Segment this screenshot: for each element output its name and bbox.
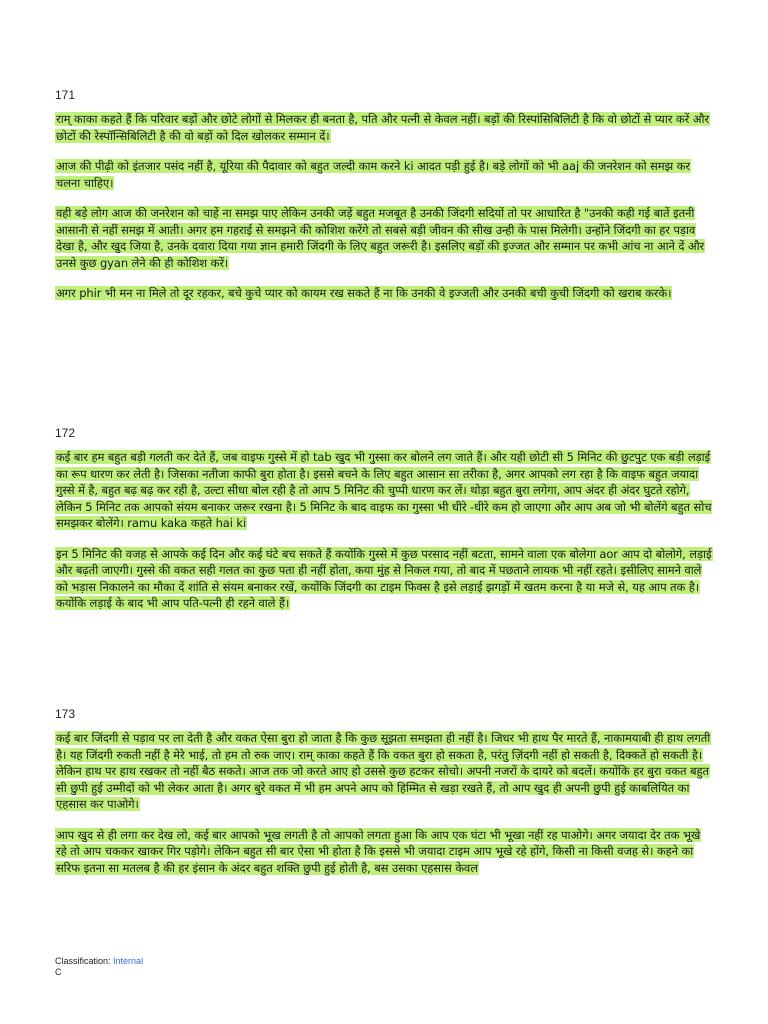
highlighted-text: आप खुद से ही लगा कर देख लो, कई बार आपको भूख लगती है तो आपको लगता हुआ कि आप एक घंटा भी भूखा नहीं रह पाओगे। अगर जयादा देर तक भूखे रहे तो आप चककर खाकर गिर पड़ोगे। लेकिन बहुत सी बार ऐसा भी होता है कि इससे भी जयादा टाइम आप भूखे रहे होंगे, किसी ना किसी वजह से। कहने का सरिफ इतना सा मतलब है की हर इंसान के अंदर बहुत शक्ति छुपी हुई होती है, बस उसका एहसास केवल [56, 827, 701, 875]
highlighted-text: कई बार हम बहुत बड़ी गलती कर देते हैं, जब वाइफ गुस्से में हो tab खुद भी गुस्सा कर बोलने लग जाते हैं। और यही छोटी सी 5 मिनिट की छुटपुट एक बड़ी लड़ाई का रूप धारण कर लेती है। जिसका नतीजा काफी बुरा होता है। इससे बचने के लिए बहुत आसान सा तरीका है, अगर आपको लग रहा है कि वाइफ बहुत जयादा गुस्से में है, बहुत बढ़ बढ़ कर रही है, उल्टा सीधा बोल रही है तो आप 5 मिनिट की चुप्पी धारण कर लें। थोड़ा बहुत बुरा लगेगा, आप अंदर ही अंदर घुटते रहोगे, लेकिन 5 मिनिट तक आपको संयम बनाकर जरूर रखना है। 5 मिनिट के बाद वाइफ का गुस्सा भी धीरे -धीरे कम हो जाएगा और आप अब जो भी बोलेंगे बहुत सोच समझकर बोलेंगे। ramu kaka कहते hai ki [56, 450, 712, 530]
highlighted-text: वही बड़े लोग आज की जनरेशन को चाहें ना समझ पाए लेकिन उनकी जड़ें बहुत मजबूत है उनकी जिंदगी सदियों तो पर आधारित है "उनकी कही गई बातें इतनी आसानी से नहीं समझ में आती। अगर हम गहराई से समझने की कोशिश करेंगे तो सबसे बड़ी जीवन की सीख उन्ही के पास मिलेगी। उन्होंने जिंदगी का हर पड़ाव देखा है, और खुद जिया है, उनके दवारा दिया गया ज्ञान हमारी जिंदगी के लिए बहुत जरूरी है। इसलिए बड़ों की इज्जत और सम्मान पर कभी आंच ना आने दें और उनसे कुछ gyan लेने की ही कोशिश करें। [56, 206, 705, 270]
section-173 [55, 707, 713, 890]
section-number: 172 [55, 426, 76, 440]
paragraph [55, 449, 713, 532]
paragraph [55, 285, 713, 302]
highlighted-text: अगर phir भी मन ना मिले तो दूर रहकर, बचे कुचे प्यार को कायम रख सकते हैं ना कि उनकी वे इज्जती और उनकी बची कुची जिंदगी को खराब करके। [56, 286, 672, 300]
highlighted-text: आज की पीढ़ी को इंतजार पसंद नहीं है, यूरिया की पैदावार को बहुत जल्दी काम करने ki आदत पड़ी हुई है। बड़े लोगों को भी aaj की जनरेशन को समझ कर चलना चाहिए। [56, 159, 690, 190]
paragraph [55, 205, 713, 271]
paragraph [55, 546, 713, 612]
document-page [55, 0, 713, 1024]
classification-line [55, 956, 143, 967]
classification-footer [55, 956, 143, 978]
section-172 [55, 426, 713, 626]
classification-value: Internal [113, 956, 144, 966]
paragraph [55, 158, 713, 191]
highlighted-text: इन 5 मिनिट की वजह से आपके कई दिन और कई घंटे बच सकते हैं कयोंकि गुस्से में कुछ परसाद नहीं बटता, सामने वाला एक बोलेगा aor आप दो बोलोगे, लड़ाई और बढ़ती जाएगी। गुस्से की वकत सही गलत का कुछ पता ही नहीं होता, कया मुंह से निकल गया, तो बाद में पछताने लायक भी नहीं रहते। इसीलिए सामने वाले को भड़ास निकालने का मौका दें शांति से संयम बनाकर रखें, कयोंकि जिंदगी का टाइम फिक्स है इसे लड़ाई झगड़ों में खतम करना है या मजे से, यह आप तक है। कयोंकि लड़ाई के बाद भी आप पति-पत्नी ही रहने वाले हैं। [56, 546, 712, 610]
highlighted-text: कई बार जिंदगी से पड़ाव पर ला देती है और वकत ऐसा बुरा हो जाता है कि कुछ सूझता समझता ही नहीं है। जिधर भी हाथ पैर मारते हैं, नाकामयाबी ही हाथ लगती है। यह जिंदगी रुकती नहीं है मेरे भाई, तो हम तो रुक जाए। राम् काका कहते हैं कि वकत बुरा हो सकता है, परंतु ज़िंदगी नहीं हो सकती है, दिक्कतें हो सकती है। लेकिन हाथ पर हाथ रखकर तो नहीं बैठ सकते। आज तक जो करते आए हो उससे कुछ हटकर सोचो। अपनी नजरों के दायरे को बदलें। कयोंकि हर बुरा वकत बहुत सी छुपी हुई उम्मीदों को भी लेकर आता है। अगर बुरे वकत में भी हम अपने आप को हिम्मित से खड़ा रखते हैं, तो आप खुद ही अपनी छुपी हुई काबलियित का एहसास कर पाओगे। [56, 731, 711, 811]
classification-code: C [55, 967, 62, 977]
section-number: 171 [55, 88, 76, 102]
section-number: 173 [55, 707, 76, 721]
section-171 [55, 88, 713, 316]
paragraph [55, 111, 713, 144]
paragraph [55, 827, 713, 877]
paragraph [55, 730, 713, 813]
highlighted-text: राम् काका कहते हैं कि परिवार बड़ों और छोटे लोगों से मिलकर ही बनता है, पति और पत्नी से केवल नहीं। बड़ों की रिस्पांसिबिलिटी है कि वो छोटों से प्यार करें और छोटों की रेस्पॉन्सिबिलिटी है की वो बड़ों को दिल खोलकर सम्मान दें। [56, 112, 710, 143]
classification-label: Classification: [55, 956, 111, 966]
